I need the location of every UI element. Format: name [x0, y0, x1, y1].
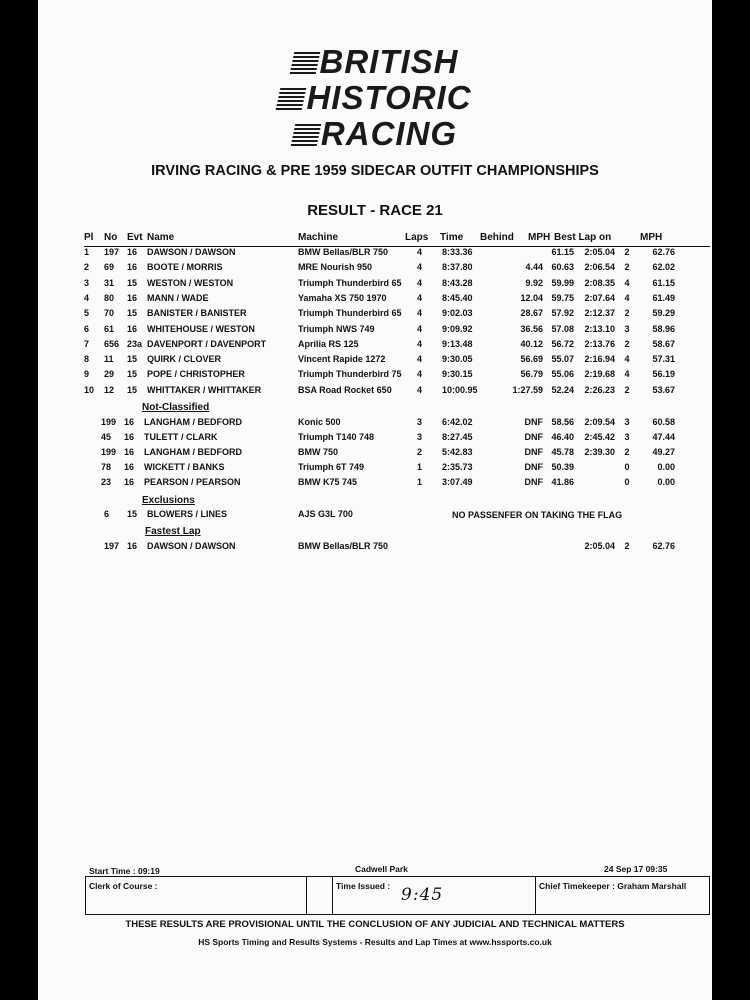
fastest-machine: BMW Bellas/BLR 750 — [298, 541, 389, 551]
cell-on: 0 — [624, 462, 630, 472]
cell-name: WHITEHOUSE / WESTON — [147, 323, 255, 334]
table-row — [84, 354, 710, 368]
cell-on: 4 — [624, 277, 630, 288]
cell-mph: 57.92 — [551, 308, 574, 319]
cell-best: 2:12.37 — [584, 308, 615, 319]
cell-time: 10:00.95 — [442, 384, 478, 395]
cell-mph2: 56.19 — [652, 369, 675, 380]
cell-on: 2 — [624, 308, 630, 319]
cell-mph: 52.24 — [551, 384, 574, 395]
cell-behind: 40.12 — [520, 338, 543, 349]
cell-mph: 59.75 — [551, 292, 574, 303]
cell-on: 2 — [624, 384, 630, 395]
cell-name: DAVENPORT / DAVENPORT — [147, 338, 267, 349]
cell-laps: 4 — [417, 292, 423, 303]
cell-name: PEARSON / PEARSON — [144, 477, 241, 487]
fastest-best-lap: 2:05.04 — [584, 541, 615, 551]
cell-name: LANGHAM / BEDFORD — [144, 447, 242, 457]
table-row — [84, 432, 710, 446]
cell-machine: BMW 750 — [298, 447, 339, 457]
cell-name: WHITTAKER / WHITTAKER — [147, 384, 262, 395]
cell-mph: 55.07 — [551, 354, 574, 365]
cell-on: 4 — [624, 292, 630, 303]
race-title: RESULT - RACE 21 — [307, 202, 443, 219]
cell-mph2: 61.49 — [652, 292, 675, 303]
cell-mph: 45.78 — [551, 447, 574, 457]
cell-time: 8:27.45 — [442, 432, 473, 442]
cell-laps: 4 — [417, 384, 423, 395]
cell-pl: 1 — [84, 247, 90, 257]
cell-time: 9:02.03 — [442, 308, 473, 319]
cell-time: 9:13.48 — [442, 338, 473, 349]
cell-pl: 9 — [84, 369, 90, 380]
cell-best: 2:06.54 — [584, 262, 615, 273]
cell-mph2: 61.15 — [652, 277, 675, 288]
cell-time: 5:42.83 — [442, 447, 473, 457]
cell-time: 2:35.73 — [442, 462, 473, 472]
header-behind: Behind — [480, 232, 514, 243]
championship-title: IRVING RACING & PRE 1959 SIDECAR OUTFIT CHAMPIONSHIPS — [151, 163, 599, 179]
cell-time: 9:09.92 — [442, 323, 473, 334]
cell-laps: 4 — [417, 338, 423, 349]
cell-machine: Aprilia RS 125 — [298, 338, 359, 349]
cell-name: LANGHAM / BEDFORD — [144, 417, 242, 427]
logo-stripes-icon — [291, 124, 322, 146]
fastest-mph: 62.76 — [652, 541, 675, 551]
cell-best: 2:45.42 — [584, 432, 615, 442]
cell-mph2: 47.44 — [652, 432, 675, 442]
cell-pl: 10 — [84, 384, 95, 395]
cell-behind: DNF — [524, 477, 543, 487]
header-time: Time — [440, 232, 464, 243]
results-header-row — [84, 232, 710, 247]
cell-pl: 2 — [84, 262, 90, 273]
fastest-lap-row — [84, 541, 710, 555]
cell-on: 4 — [624, 354, 630, 365]
header-name: Name — [147, 232, 175, 243]
cell-name: POPE / CHRISTOPHER — [147, 369, 245, 380]
cell-best: 2:09.54 — [584, 417, 615, 427]
cell-behind: DNF — [524, 417, 543, 427]
header-mph: MPH — [528, 232, 551, 243]
table-row — [84, 417, 710, 431]
cell-best: 2:13.76 — [584, 338, 615, 349]
header-pl: Pl — [84, 232, 94, 243]
cell-on: 3 — [624, 432, 630, 442]
cell-name: MANN / WADE — [147, 292, 209, 303]
header-best-lap: Best Lap on — [554, 232, 612, 243]
cell-behind: DNF — [524, 432, 543, 442]
cell-no: 61 — [104, 323, 115, 334]
cell-pl: 5 — [84, 308, 90, 319]
cell-no: 69 — [104, 262, 115, 273]
cell-mph: 61.15 — [551, 247, 574, 257]
cell-mph2: 0.00 — [657, 477, 675, 487]
cell-machine: Triumph 6T 749 — [298, 462, 365, 472]
cell-time: 8:43.28 — [442, 277, 473, 288]
cell-evt: 16 — [127, 292, 138, 303]
cell-no: 199 — [101, 447, 117, 457]
cell-mph: 50.39 — [551, 462, 574, 472]
cell-no: 29 — [104, 369, 115, 380]
cell-mph: 57.08 — [551, 323, 574, 334]
table-row — [84, 278, 710, 292]
cell-best: 2:39.30 — [584, 447, 615, 457]
cell-pl: 3 — [84, 277, 90, 288]
cell-evt: 16 — [124, 447, 135, 457]
exclusion-evt: 15 — [127, 509, 138, 519]
cell-pl: 8 — [84, 354, 90, 365]
signature-boxes — [85, 876, 710, 915]
cell-no: 31 — [104, 277, 115, 288]
cell-behind: 1:27.59 — [512, 384, 543, 395]
cell-time: 6:42.02 — [442, 417, 473, 427]
cell-mph2: 58.67 — [652, 338, 675, 349]
table-row — [84, 339, 710, 353]
header-evt: Evt — [127, 232, 143, 243]
cell-no: 12 — [104, 384, 115, 395]
cell-machine: BMW K75 745 — [298, 477, 358, 487]
chief-timekeeper-label: Chief Timekeeper : Graham Marshall — [539, 881, 687, 891]
cell-behind: 4.44 — [525, 262, 543, 273]
cell-machine: Triumph Thunderbird 75 — [298, 369, 402, 380]
cell-on: 3 — [624, 417, 630, 427]
cell-time: 9:30.15 — [442, 369, 473, 380]
cell-no: 11 — [104, 354, 114, 365]
cell-behind: DNF — [524, 462, 543, 472]
cell-machine: Vincent Rapide 1272 — [298, 354, 386, 365]
cell-best: 2:26.23 — [584, 384, 615, 395]
cell-laps: 4 — [417, 323, 423, 334]
cell-mph2: 53.67 — [652, 384, 675, 395]
cell-machine: BSA Road Rocket 650 — [298, 384, 392, 395]
cell-laps: 1 — [417, 462, 423, 472]
cell-evt: 15 — [127, 277, 138, 288]
cell-name: DAWSON / DAWSON — [147, 247, 236, 257]
cell-laps: 1 — [417, 477, 423, 487]
cell-evt: 16 — [127, 323, 138, 334]
time-issued-box — [332, 877, 536, 914]
time-issued-label: Time Issued : — [336, 881, 391, 891]
cell-evt: 15 — [127, 369, 138, 380]
cell-best: 2:13.10 — [584, 323, 615, 334]
cell-evt: 15 — [127, 384, 138, 395]
fastest-name: DAWSON / DAWSON — [147, 541, 236, 551]
clerk-of-course-box — [86, 877, 307, 914]
logo-line-3: RACING — [320, 115, 458, 152]
fastest-evt: 16 — [127, 541, 138, 551]
cell-no: 199 — [101, 417, 117, 427]
cell-name: WESTON / WESTON — [147, 277, 234, 288]
header-no: No — [104, 232, 118, 243]
cell-mph: 41.86 — [551, 477, 574, 487]
start-time: Start Time : 09:19 — [89, 866, 160, 876]
cell-behind: 9.92 — [525, 277, 543, 288]
cell-pl: 7 — [84, 338, 90, 349]
cell-time: 8:37.80 — [442, 262, 473, 273]
fastest-no: 197 — [104, 541, 120, 551]
cell-evt: 15 — [127, 308, 138, 319]
cell-laps: 2 — [417, 447, 423, 457]
cell-machine: Konic 500 — [298, 417, 341, 427]
cell-on: 4 — [624, 369, 630, 380]
cell-evt: 16 — [127, 262, 138, 273]
cell-name: TULETT / CLARK — [144, 432, 218, 442]
cell-laps: 4 — [417, 247, 423, 257]
cell-best: 2:08.35 — [584, 277, 615, 288]
cell-machine: Triumph Thunderbird 65 — [298, 277, 402, 288]
table-row — [84, 262, 710, 276]
header-machine: Machine — [298, 232, 339, 243]
cell-no: 78 — [101, 462, 112, 472]
cell-no: 70 — [104, 308, 115, 319]
results-sheet — [38, 0, 712, 1000]
cell-on: 2 — [624, 247, 630, 257]
table-row — [84, 447, 710, 461]
cell-machine: MRE Nourish 950 — [298, 262, 373, 273]
exclusion-name: BLOWERS / LINES — [147, 509, 228, 519]
cell-name: WICKETT / BANKS — [144, 462, 225, 472]
cell-best: 2:16.94 — [584, 354, 615, 365]
cell-no: 656 — [104, 338, 120, 349]
cell-mph2: 62.02 — [652, 262, 675, 273]
handwritten-time: 9:45 — [401, 885, 444, 905]
cell-name: QUIRK / CLOVER — [147, 354, 222, 365]
chief-timekeeper-box — [536, 877, 709, 914]
cell-on: 2 — [624, 447, 630, 457]
cell-on: 2 — [624, 338, 630, 349]
cell-mph: 46.40 — [551, 432, 574, 442]
logo-stripes-icon — [289, 52, 320, 74]
cell-evt: 16 — [124, 462, 135, 472]
venue: Cadwell Park — [355, 864, 408, 874]
logo-stripes-icon — [276, 88, 307, 110]
cell-best: 2:19.68 — [584, 369, 615, 380]
cell-on: 3 — [624, 323, 630, 334]
cell-time: 8:45.40 — [442, 292, 473, 303]
cell-time: 8:33.36 — [442, 247, 473, 257]
cell-behind: 56.69 — [520, 354, 543, 365]
cell-behind: DNF — [524, 447, 543, 457]
cell-laps: 4 — [417, 369, 423, 380]
cell-no: 80 — [104, 292, 115, 303]
cell-time: 3:07.49 — [442, 477, 473, 487]
cell-machine: Yamaha XS 750 1970 — [298, 292, 387, 303]
table-row — [84, 477, 710, 491]
cell-pl: 4 — [84, 292, 90, 303]
cell-behind: 28.67 — [520, 308, 543, 319]
cell-mph: 56.72 — [551, 338, 574, 349]
table-row — [84, 293, 710, 307]
cell-behind: 56.79 — [520, 369, 543, 380]
cell-best: 2:07.64 — [584, 292, 615, 303]
cell-mph2: 59.29 — [652, 308, 675, 319]
exclusion-machine: AJS G3L 700 — [298, 509, 353, 519]
table-row — [84, 462, 710, 476]
cell-mph2: 57.31 — [652, 354, 675, 365]
cell-evt: 16 — [127, 247, 138, 257]
table-row — [84, 247, 710, 261]
cell-evt: 15 — [127, 354, 138, 365]
not-classified-heading: Not-Classified — [142, 402, 210, 413]
cell-behind: 12.04 — [520, 292, 543, 303]
cell-machine: Triumph T140 748 — [298, 432, 375, 442]
cell-mph2: 58.96 — [652, 323, 675, 334]
cell-name: BANISTER / BANISTER — [147, 308, 247, 319]
cell-laps: 4 — [417, 308, 423, 319]
header-best-mph: MPH — [640, 232, 663, 243]
table-row — [84, 385, 710, 399]
cell-evt: 23a — [127, 338, 143, 349]
provisional-notice: THESE RESULTS ARE PROVISIONAL UNTIL THE CONCLUSION OF ANY JUDICIAL AND TECHNICAL MATTERS — [125, 919, 625, 930]
cell-laps: 4 — [417, 277, 423, 288]
logo-line-1: BRITISH — [319, 43, 459, 80]
cell-mph2: 49.27 — [652, 447, 675, 457]
cell-on: 0 — [624, 477, 630, 487]
cell-pl: 6 — [84, 323, 90, 334]
cell-machine: Triumph Thunderbird 65 — [298, 308, 402, 319]
cell-on: 2 — [624, 262, 630, 273]
header-laps: Laps — [405, 232, 429, 243]
british-historic-racing-logo — [38, 44, 712, 152]
hs-sports-credit: HS Sports Timing and Results Systems - Results and Lap Times at www.hssports.co.uk — [198, 937, 552, 947]
cell-mph: 60.63 — [551, 262, 574, 273]
exclusion-no: 6 — [104, 509, 110, 519]
exclusion-note: NO PASSENFER ON TAKING THE FLAG — [452, 510, 623, 520]
cell-mph2: 60.58 — [652, 417, 675, 427]
cell-laps: 4 — [417, 262, 423, 273]
fastest-lap-on: 2 — [624, 541, 630, 551]
table-row — [84, 308, 710, 322]
cell-laps: 3 — [417, 432, 423, 442]
cell-mph: 58.56 — [551, 417, 574, 427]
cell-laps: 4 — [417, 354, 423, 365]
issue-date: 24 Sep 17 09:35 — [604, 864, 668, 874]
cell-mph2: 0.00 — [657, 462, 675, 472]
cell-behind: 36.56 — [520, 323, 543, 334]
cell-no: 197 — [104, 247, 120, 257]
table-row — [84, 324, 710, 338]
cell-name: BOOTE / MORRIS — [147, 262, 223, 273]
cell-mph: 55.06 — [551, 369, 574, 380]
cell-time: 9:30.05 — [442, 354, 473, 365]
table-row — [84, 369, 710, 383]
cell-evt: 16 — [124, 432, 135, 442]
cell-evt: 16 — [124, 417, 135, 427]
cell-machine: Triumph NWS 749 — [298, 323, 375, 334]
fastest-lap-heading: Fastest Lap — [145, 526, 201, 537]
cell-no: 45 — [101, 432, 112, 442]
logo-line-2: HISTORIC — [306, 79, 472, 116]
clerk-label: Clerk of Course : — [89, 881, 158, 891]
cell-best: 2:05.04 — [584, 247, 615, 257]
cell-no: 23 — [101, 477, 112, 487]
cell-evt: 16 — [124, 477, 135, 487]
cell-mph2: 62.76 — [652, 247, 675, 257]
cell-mph: 59.99 — [551, 277, 574, 288]
cell-laps: 3 — [417, 417, 423, 427]
exclusions-heading: Exclusions — [142, 495, 195, 506]
cell-machine: BMW Bellas/BLR 750 — [298, 247, 389, 257]
